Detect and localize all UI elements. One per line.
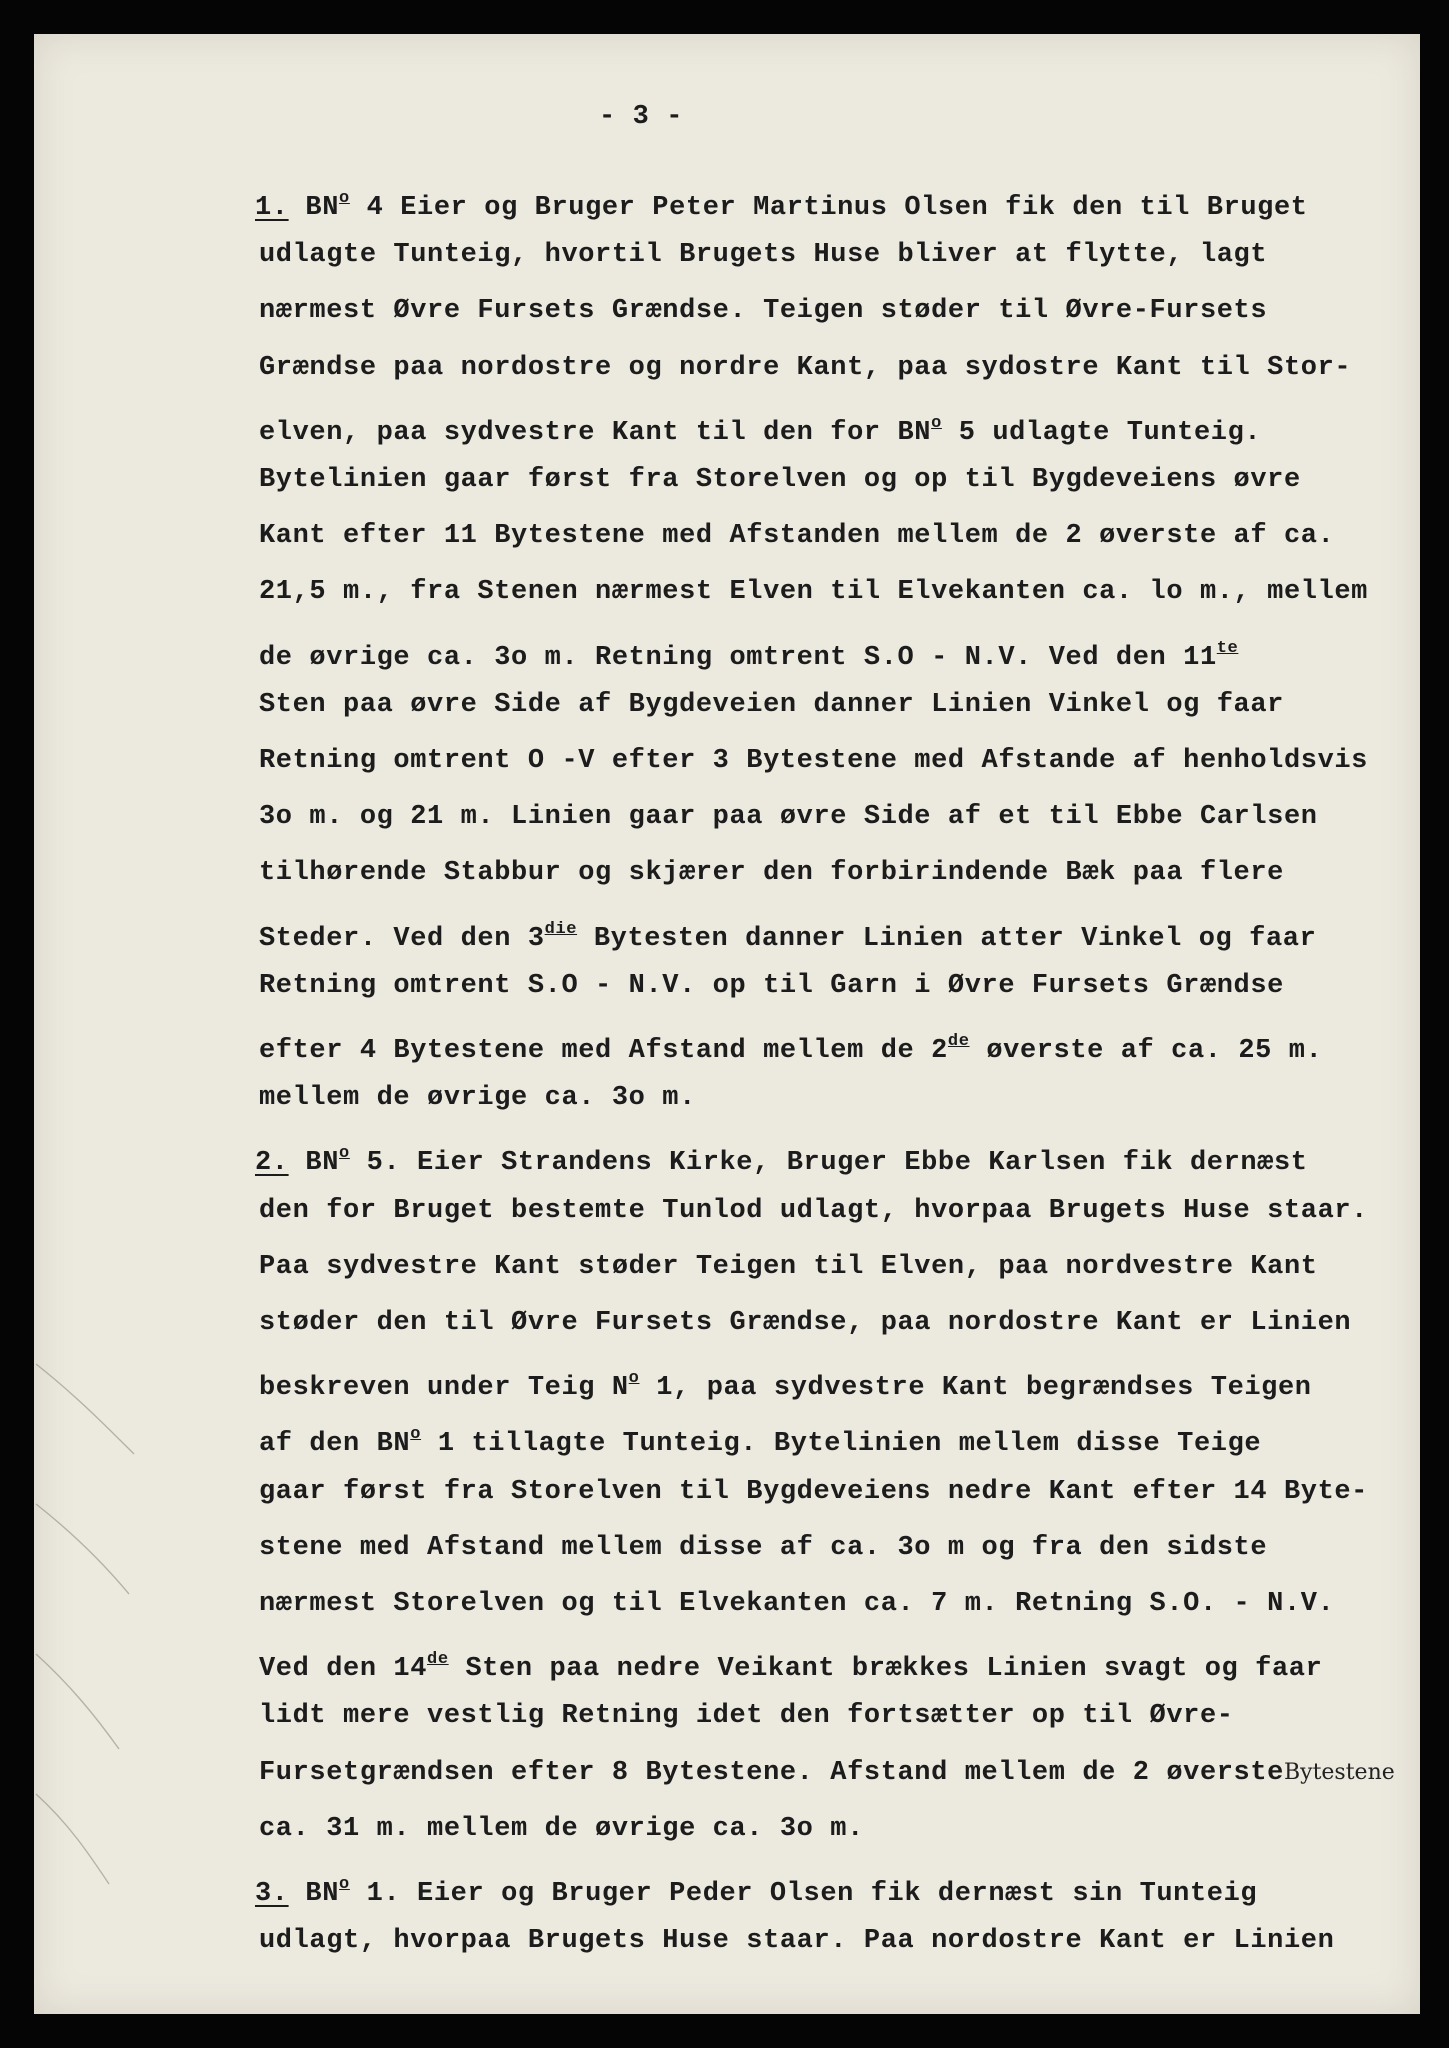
line-text: støder den til Øvre Fursets Grændse, paa nordostre Kant er Linien [259,1308,1352,1338]
superscript: de [947,1032,970,1051]
superscript: o [410,1425,422,1445]
line-text: nærmest Storelven og til Elvekanten ca. 7 m. Retning S.O. - N.V. [259,1589,1335,1619]
text-line [259,1926,1334,1956]
line-text: efter 4 Bytestene med Afstand mellem de 2 [259,1036,948,1066]
text-line [259,746,1368,776]
text-line [259,1589,1334,1619]
line-text: den for Bruget bestemte Tunlod udlagt, hvorpaa Brugets Huse staar. [259,1195,1368,1226]
superscript: o [339,189,350,208]
line-text: 5. Eier Strandens Kirke, Bruger Ebbe Karlsen fik dernæst [349,1148,1308,1179]
text-line [259,1645,1322,1684]
superscript: o [628,1369,640,1389]
line-text: 1, paa sydvestre Kant begrændses Teigen [639,1373,1312,1404]
text-line [259,1252,1318,1282]
line-text: mellem de øvrige ca. 3o m. [259,1083,696,1114]
text-line [255,184,1308,223]
superscript: o [339,1144,350,1164]
line-text: Paa sydvestre Kant støder Teigen til Elven, paa nordvestre Kant [259,1251,1318,1282]
line-text: gaar først fra Storelven til Bygdeveiens nedre Kant efter 14 Byte- [259,1476,1368,1507]
text-line [259,634,1238,673]
handwritten-insertion: Bytestene [1283,1759,1395,1785]
line-text: 1. Eier og Bruger Peder Olsen fik dernæst sin Tunteig [349,1879,1258,1909]
line-text: Retning omtrent O -V efter 3 Bytestene med Afstande af henholdsvis [259,746,1368,776]
line-text: beskreven under Teig N [259,1373,629,1404]
line-text: øverste af ca. 25 m. [969,1036,1323,1066]
text-line [259,802,1318,832]
line-text: nærmest Øvre Fursets Grændse. Teigen støder til Øvre-Fursets [259,296,1268,327]
section-number: 1. [255,193,289,223]
line-text: Ved den 14 [259,1654,428,1685]
text-line [259,577,1368,607]
text-line [259,1083,696,1113]
lot-marker: BN [305,193,340,223]
text-line [259,1533,1267,1563]
line-text: Sten paa nedre Veikant brækkes Linien svagt og faar [448,1654,1323,1685]
superscript: o [339,1875,350,1894]
line-text: 1 tillagte Tunteig. Bytelinien mellem disse Teige [421,1429,1262,1460]
lot-marker: BN [305,1879,340,1909]
line-text: udlagt, hvorpaa Brugets Huse staar. Paa nordostre Kant er Linien [259,1926,1335,1957]
line-text: de øvrige ca. 3o m. Retning omtrent S.O - N.V. Ved den 11 [259,642,1217,673]
text-line [255,1870,1258,1909]
text-line [259,240,1267,270]
text-line [259,409,1261,448]
line-text: Kant efter 11 Bytestene med Afstanden mellem de 2 øverste af ca. [259,521,1335,552]
line-text: Grændse paa nordostre og nordre Kant, paa sydostre Kant til Stor- [259,352,1352,383]
superscript: de [427,1650,449,1670]
line-text: Bytelinien gaar først fra Storelven og op til Bygdeveiens øvre [259,465,1301,495]
line-text: tilhørende Stabbur og skjærer den forbirindende Bæk paa flere [259,858,1284,889]
document-page [34,34,1420,2014]
section-number: 2. [255,1148,289,1179]
line-text: udlagte Tunteig, hvortil Brugets Huse bliver at flytte, lagt [259,240,1268,271]
text-line [259,1420,1261,1459]
line-text: Bytesten danner Linien atter Vinkel og faar [577,923,1317,954]
text-line [259,1477,1368,1507]
text-line [259,296,1267,326]
text-line [259,1701,1234,1731]
line-text: 4 Eier og Bruger Peter Martinus Olsen fik den til Bruget [349,193,1308,223]
line-text: elven, paa sydvestre Kant til den for BN [259,417,932,448]
text-line [259,858,1284,888]
text-line [259,465,1301,495]
page-number: - 3 - [599,102,684,132]
line-text: Sten paa øvre Side af Bygdeveien danner Linien Vinkel og faar [259,689,1284,720]
line-text: Steder. Ved den 3 [259,923,545,954]
text-line [259,690,1284,720]
text-line [259,353,1351,383]
text-line [259,971,1284,1001]
section-number: 3. [255,1879,289,1909]
text-line [259,1814,864,1844]
line-text: lidt mere vestlig Retning idet den fortsætter op til Øvre- [259,1701,1234,1732]
superscript: o [931,413,942,433]
line-text: Fursetgrændsen efter 8 Bytestene. Afstand mellem de 2 øverste [259,1757,1284,1788]
text-line [259,1196,1368,1226]
line-text: 5 udlagte Tunteig. [941,417,1262,448]
superscript: te [1216,638,1239,658]
text-line [259,1308,1351,1338]
line-text: af den BN [259,1429,411,1460]
line-text: 21,5 m., fra Stenen nærmest Elven til Elvekanten ca. lo m., mellem [259,577,1368,608]
line-text: 3o m. og 21 m. Linien gaar paa øvre Side af et til Ebbe Carlsen [259,802,1318,833]
text-line [259,915,1316,954]
line-text: ca. 31 m. mellem de øvrige ca. 3o m. [259,1813,864,1844]
superscript: die [544,919,578,939]
lot-marker: BN [305,1148,340,1179]
text-line [259,1758,1395,1788]
text-line [259,521,1334,551]
line-text: Retning omtrent S.O - N.V. op til Garn i Øvre Fursets Grændse [259,970,1284,1001]
line-text: stene med Afstand mellem disse af ca. 3o m og fra den sidste [259,1532,1268,1563]
text-line [259,1027,1322,1066]
text-line [259,1364,1312,1403]
text-line [255,1139,1308,1179]
